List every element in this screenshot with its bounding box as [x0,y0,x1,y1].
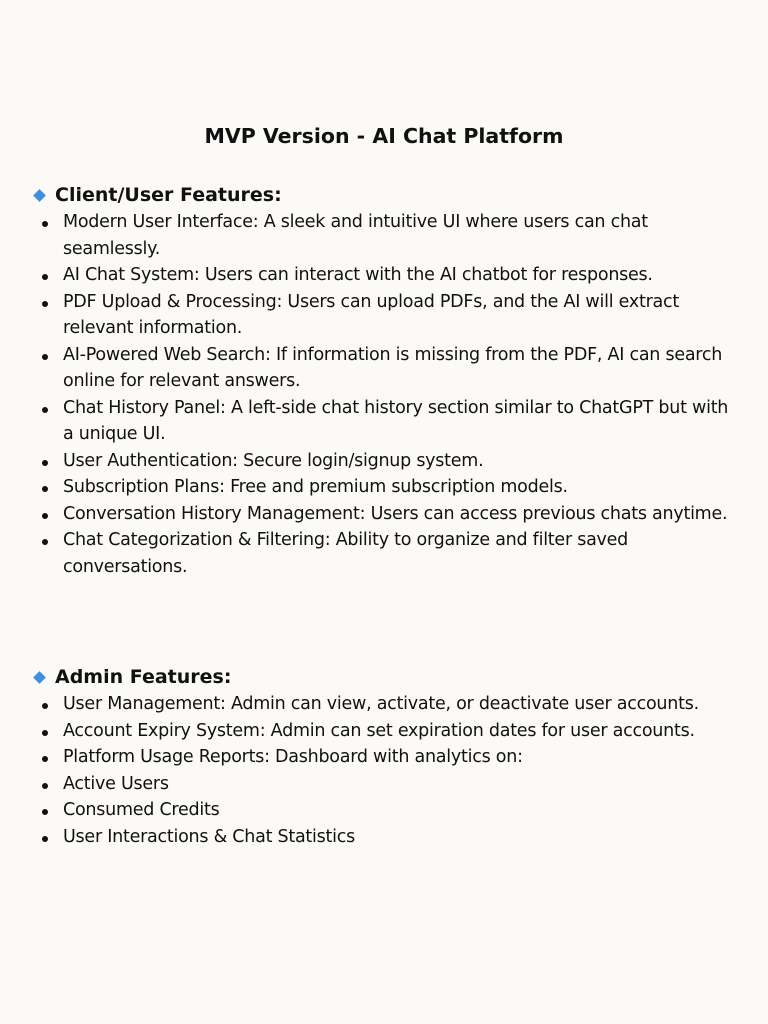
client-features-list [0,209,740,580]
list-item: PDF Upload & Processing: Users can upload PDFs, and the AI will extract relevant information. [0,289,740,342]
admin-features-heading [32,664,231,690]
list-item: Modern User Interface: A sleek and intuitive UI where users can chat seamlessly. [0,209,740,262]
list-item: AI-Powered Web Search: If information is missing from the PDF, AI can search online for relevant answers. [0,342,740,395]
list-item: Account Expiry System: Admin can set expiration dates for user accounts. [0,718,740,745]
list-item: Chat History Panel: A left-side chat history section similar to ChatGPT but with a unique UI. [0,395,740,448]
list-item: Subscription Plans: Free and premium subscription models. [0,474,740,501]
diamond-bullet-icon [33,671,46,684]
list-item: AI Chat System: Users can interact with the AI chatbot for responses. [0,262,740,289]
list-item: Platform Usage Reports: Dashboard with analytics on: [0,744,740,771]
list-item: User Management: Admin can view, activate, or deactivate user accounts. [0,691,740,718]
list-item: Consumed Credits [0,797,740,824]
list-item: User Authentication: Secure login/signup system. [0,448,740,475]
client-features-heading [32,182,282,208]
diamond-bullet-icon [33,189,46,202]
admin-features-list [0,691,740,850]
admin-features-heading-text: Admin Features: [55,666,232,688]
client-features-heading-text: Client/User Features: [55,184,282,206]
list-item: User Interactions & Chat Statistics [0,824,740,851]
page-title: MVP Version - AI Chat Platform [204,124,564,148]
list-item: Conversation History Management: Users can access previous chats anytime. [0,501,740,528]
list-item: Chat Categorization & Filtering: Ability to organize and filter saved conversations. [0,527,740,580]
list-item: Active Users [0,771,740,798]
